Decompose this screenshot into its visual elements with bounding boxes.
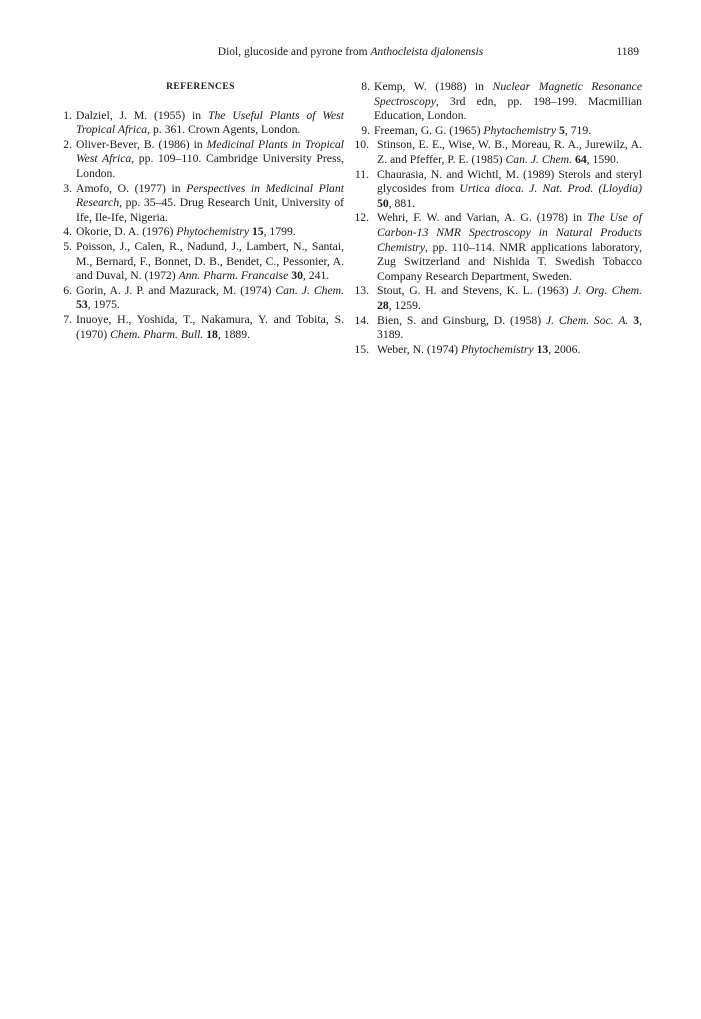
page-number: 1189: [616, 46, 639, 58]
reference-authors: Inuoye, H., Yoshida, T., Nakamura, Y. and Tobita, S. (1970): [76, 312, 344, 341]
reference-journal: Can. J. Chem.: [275, 283, 345, 297]
reference-11: [355, 168, 642, 212]
reference-details: , pp. 109–110. Cambridge University Press, London.: [76, 152, 345, 180]
reference-number: 7.: [63, 312, 72, 326]
reference-authors: Wehri, F. W. and Varian, A. G. (1978) in: [377, 211, 588, 225]
reference-volume: 53: [76, 298, 88, 312]
reference-volume: 28: [377, 298, 389, 312]
reference-pages: , 2006.: [548, 342, 581, 356]
reference-authors: Stinson, E. E., Wise, W. B., Moreau, R. A., Jurewilz, A. Z. and Pfeffer, P. E. (1985): [377, 138, 642, 166]
reference-title: Nuclear Magnetic Resonance Spectroscopy: [374, 80, 643, 108]
reference-volume: 18: [206, 327, 218, 341]
reference-authors: Kemp, W. (1988) in: [374, 80, 493, 93]
reference-6: [57, 284, 344, 313]
running-title-prefix: Diol, glucoside and pyrone from: [217, 46, 371, 58]
reference-12: [355, 211, 642, 284]
reference-pages: , 719.: [564, 123, 592, 137]
reference-pages: , 241.: [302, 269, 330, 283]
reference-volume: 64: [574, 152, 587, 166]
reference-authors: Okorie, D. A. (1976): [76, 225, 177, 239]
references-heading: REFERENCES: [166, 82, 235, 92]
reference-number: 15.: [354, 342, 369, 356]
reference-number: 14.: [354, 313, 369, 327]
reference-number: 8.: [361, 80, 370, 93]
reference-number: 2.: [63, 137, 72, 151]
running-head: [0, 46, 701, 62]
reference-authors: Weber, N. (1974): [377, 342, 461, 356]
reference-details: , 3rd edn, pp. 198–199. Macmillian Education, London.: [374, 94, 642, 123]
reference-journal: Phytochemistry: [460, 342, 534, 356]
reference-journal: Phytochemistry: [483, 123, 557, 137]
reference-14: [355, 314, 642, 343]
reference-pages: , 1259.: [388, 298, 421, 312]
reference-volume: 15: [251, 225, 264, 239]
reference-number: 12.: [354, 211, 369, 225]
reference-journal: J. Chem. Soc. A.: [545, 313, 629, 327]
reference-volume: 3: [633, 313, 640, 327]
reference-details: , p. 361. Crown Agents, London.: [147, 123, 301, 137]
running-title-species: Anthocleista djalonensis: [370, 46, 484, 58]
reference-authors: Gorin, A. J. P. and Mazurack, M. (1974): [76, 283, 276, 297]
reference-pages: , 1799.: [263, 225, 296, 239]
reference-journal: Phytochemistry: [176, 225, 250, 239]
reference-number: 3.: [63, 181, 72, 195]
reference-authors: Amofo, O. (1977) in: [76, 181, 187, 195]
reference-number: 5.: [63, 239, 72, 253]
reference-volume: 5: [559, 123, 565, 137]
reference-7: [57, 313, 344, 342]
reference-authors: Dalziel, J. M. (1955) in: [76, 108, 208, 122]
reference-number: 13.: [354, 284, 369, 298]
reference-number: 9.: [361, 123, 370, 137]
reference-5: [57, 240, 344, 284]
reference-number: 10.: [354, 138, 369, 152]
reference-authors: Chaurasia, N. and Wichtl, M. (1989) Sterols and steryl glycosides from: [377, 167, 642, 196]
reference-9: [355, 124, 642, 139]
reference-4: [57, 225, 344, 240]
reference-2: [57, 138, 344, 182]
reference-title: Perspectives in Medicinal Plant Research: [76, 181, 344, 210]
references-column-left: [57, 80, 344, 342]
reference-number: 4.: [63, 225, 72, 239]
reference-volume: 50: [377, 196, 389, 210]
reference-journal: Chem. Pharm. Bull.: [110, 327, 204, 341]
reference-13: [355, 284, 642, 313]
reference-title: The Use of Carbon-13 NMR Spectroscopy in Natural Products Chemistry: [377, 211, 642, 254]
reference-pages: , 1590.: [586, 152, 619, 166]
reference-volume: 13: [536, 342, 549, 356]
reference-authors: Freeman, G. G. (1965): [374, 123, 484, 137]
reference-title: The Useful Plants of West Tropical Africa: [76, 108, 344, 137]
running-title: [0, 46, 701, 58]
reference-number: 6.: [63, 283, 72, 297]
reference-journal: Ann. Pharm. Francaise: [178, 269, 289, 283]
reference-journal: Urtica dioca. J. Nat. Prod. (Lloydia): [459, 182, 642, 196]
reference-pages: , 3189.: [377, 313, 642, 342]
reference-pages: , 881.: [388, 196, 415, 210]
reference-title: Medicinal Plants in Tropical West Africa: [76, 137, 345, 166]
reference-authors: Oliver-Bever, B. (1986) in: [76, 137, 207, 151]
reference-authors: Stout, G. H. and Stevens, K. L. (1963): [377, 284, 574, 298]
reference-15: [355, 343, 642, 358]
reference-8: [355, 80, 642, 124]
references-column-right: [355, 80, 642, 357]
reference-pages: , 1975.: [87, 298, 120, 312]
reference-pages: , 1889.: [217, 327, 251, 341]
reference-authors: Bien, S. and Ginsburg, D. (1958): [377, 313, 546, 327]
reference-3: [57, 182, 344, 226]
reference-details: , pp. 110–114. NMR applications laboratory, Zug Switzerland and Nishida T. Swedish Tobacco Company Research Department, Sweden.: [377, 240, 642, 283]
reference-number: 1.: [63, 108, 72, 122]
reference-number: 11.: [354, 167, 369, 181]
reference-journal: Can. J. Chem.: [505, 152, 573, 166]
reference-volume: 30: [291, 269, 303, 283]
reference-1: [57, 109, 344, 138]
reference-details: , pp. 35–45. Drug Research Unit, University of Ife, Ile-Ife, Nigeria.: [76, 196, 344, 224]
reference-10: [355, 138, 642, 167]
reference-authors: Poisson, J., Calen, R., Nadund, J., Lambert, N., Santai, M., Bernard, F., Bonnet, D. B., Bendet, C., Pessonier, A. and Duval, N. (1972): [76, 239, 344, 283]
reference-journal: J. Org. Chem.: [573, 284, 642, 298]
